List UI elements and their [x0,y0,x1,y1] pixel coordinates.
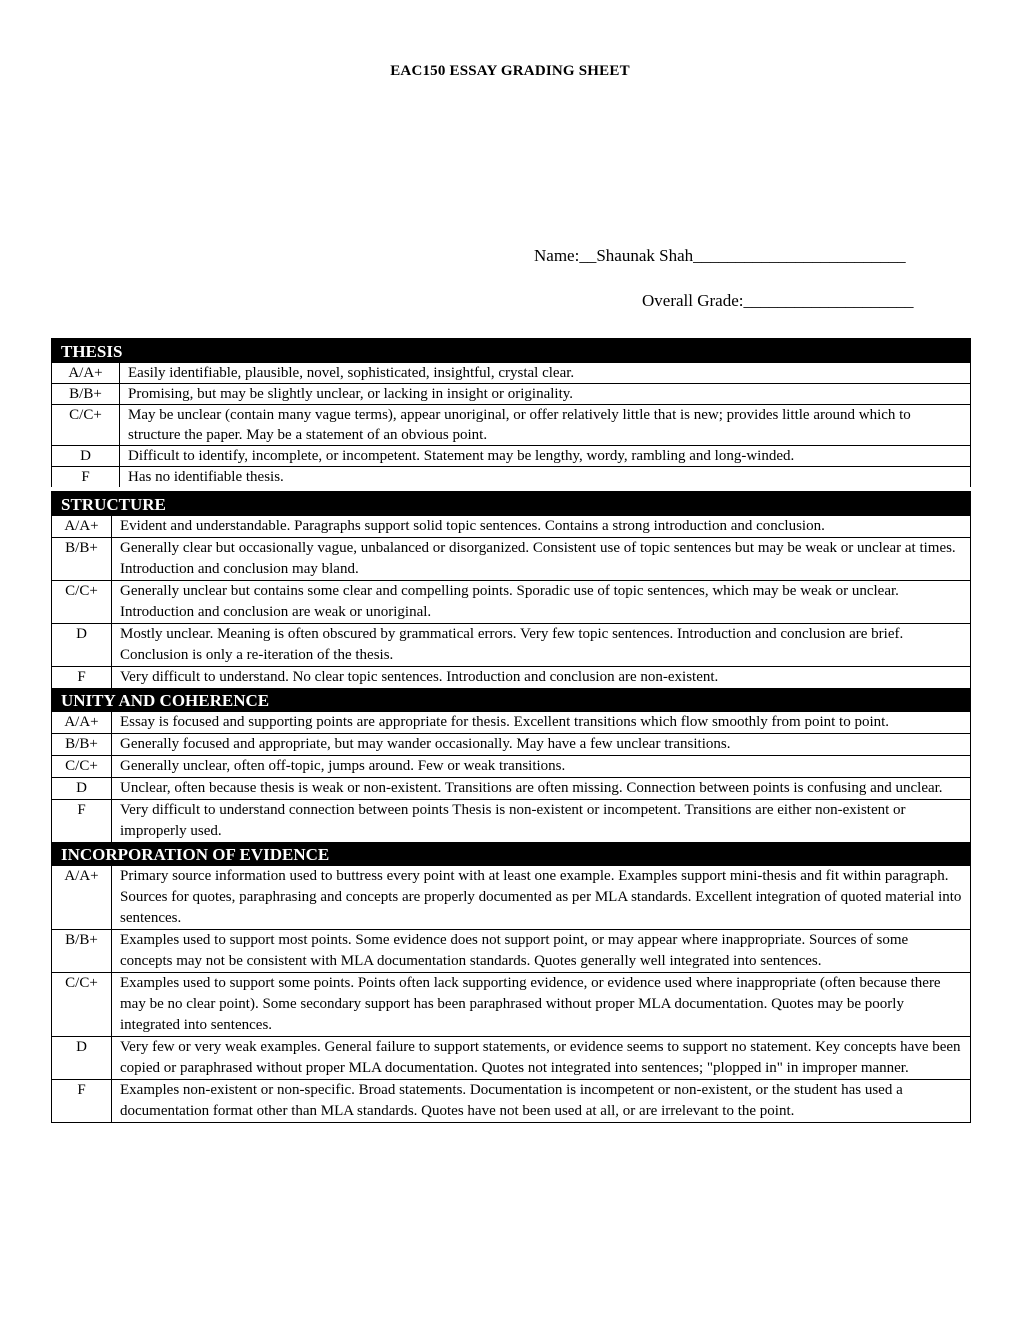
grade-cell: B/B+ [52,538,112,580]
grade-cell: D [52,624,112,666]
grade-cell: D [52,1037,112,1079]
grade-cell: B/B+ [52,384,120,404]
thesis-table [51,338,971,487]
description-cell: Very difficult to understand. No clear topic sentences. Introduction and conclusion are non-existent. [120,669,719,685]
table-row [52,930,970,973]
table-row [52,800,970,842]
table-row [52,734,970,756]
description-cell: Generally focused and appropriate, but may wander occasionally. May have a few unclear transitions. [120,736,731,752]
grade-cell: F [52,467,120,487]
description-cell: Primary source information used to buttress every point with at least one example. Examples support mini-thesis and fit within paragraph. Sources for quotes, paraphrasing and concepts are properly documented as per MLA standards. Excellent integration of quoted material into sentences. [120,868,962,926]
page-title: EAC150 ESSAY GRADING SHEET [390,63,630,79]
description-cell: Has no identifiable thesis. [128,469,284,485]
table-row [52,384,970,405]
table-row [52,405,970,446]
table-row [52,467,970,487]
table-row [52,516,970,538]
grade-cell: C/C+ [52,756,112,777]
grade-cell: D [52,446,120,466]
table-row [52,581,970,624]
section-heading-unity-coherence: UNITY AND COHERENCE [52,688,970,712]
grade-cell: C/C+ [52,581,112,623]
description-cell: Examples used to support most points. Some evidence does not support point, or may appear where inappropriate. Sources of some concepts may not be consistent with MLA documentation standards. Quotes generally well integrated into sentences. [120,932,909,969]
table-row [52,446,970,467]
table-row [52,712,970,734]
table-row [52,624,970,667]
table-row [52,973,970,1037]
overall-grade-field: Overall Grade:____________________ [642,291,914,310]
criteria-table [51,491,971,1123]
description-cell: Examples non-existent or non-specific. Broad statements. Documentation is incompetent or non-existent, or the student has used a documentation format other than MLA standards. Quotes have not been used at all, or are irrelevant to the point. [120,1082,903,1119]
grade-cell: A/A+ [52,363,120,383]
table-row [52,778,970,800]
section-heading-structure: STRUCTURE [52,492,970,516]
description-cell: Mostly unclear. Meaning is often obscured by grammatical errors. Very few topic sentences. Introduction and conclusion are brief. Conclusion is only a re-iteration of the thesis. [120,626,904,663]
grade-cell: C/C+ [52,405,120,445]
description-cell: Unclear, often because thesis is weak or non-existent. Transitions are often missing. Connection between points is confusing and unclear. [120,780,943,796]
table-row [52,538,970,581]
table-row [52,1080,970,1123]
section-heading-thesis: THESIS [52,339,970,363]
description-cell: Evident and understandable. Paragraphs support solid topic sentences. Contains a strong introduction and conclusion. [120,518,825,534]
grade-cell: D [52,778,112,799]
table-row [52,866,970,930]
grade-cell: A/A+ [52,866,112,929]
description-cell: Promising, but may be slightly unclear, or lacking in insight or originality. [128,386,574,402]
table-row [52,1037,970,1080]
table-row [52,756,970,778]
grade-cell: B/B+ [52,734,112,755]
description-cell: Very difficult to understand connection between points Thesis is non-existent or incompetent. Transitions are either non-existent or improperly used. [120,802,906,839]
grade-cell: C/C+ [52,973,112,1036]
grade-cell: B/B+ [52,930,112,972]
description-cell: Examples used to support some points. Points often lack supporting evidence, or evidence used where inappropriate (often because there may be no clear point). Some secondary support has been paraphrased without proper MLA documentation. Quotes may be poorly integrated into sentences. [120,975,941,1033]
grade-cell: F [52,1080,112,1122]
student-name-field: Name:__Shaunak Shah_________________________ [534,246,906,265]
description-cell: May be unclear (contain many vague terms), appear unoriginal, or offer relatively little that is new; provides little around which to structure the paper. May be a statement of an obvious point. [128,407,911,443]
grade-cell: F [52,667,112,688]
description-cell: Very few or very weak examples. General failure to support statements, or evidence seems to support no statement. Key concepts have been copied or paraphrased without proper MLA documentation. Quotes not integrated into sentences; "plopped in" in improper manner. [120,1039,961,1076]
description-cell: Generally clear but occasionally vague, unbalanced or disorganized. Consistent use of topic sentences but may be weak or unclear at times. Introduction and conclusion may bland. [120,540,956,577]
table-row [52,363,970,384]
grade-cell: A/A+ [52,712,112,733]
table-row [52,667,970,688]
description-cell: Essay is focused and supporting points are appropriate for thesis. Excellent transitions which flow smoothly from point to point. [120,714,890,730]
description-cell: Generally unclear, often off-topic, jumps around. Few or weak transitions. [120,758,566,774]
description-cell: Generally unclear but contains some clear and compelling points. Sporadic use of topic sentences, which may be weak or unclear. Introduction and conclusion are weak or unoriginal. [120,583,899,620]
grade-cell: F [52,800,112,842]
section-heading-evidence: INCORPORATION OF EVIDENCE [52,842,970,866]
description-cell: Difficult to identify, incomplete, or incompetent. Statement may be lengthy, wordy, rambling and long-winded. [128,448,795,464]
description-cell: Easily identifiable, plausible, novel, sophisticated, insightful, crystal clear. [128,365,575,381]
grade-cell: A/A+ [52,516,112,537]
